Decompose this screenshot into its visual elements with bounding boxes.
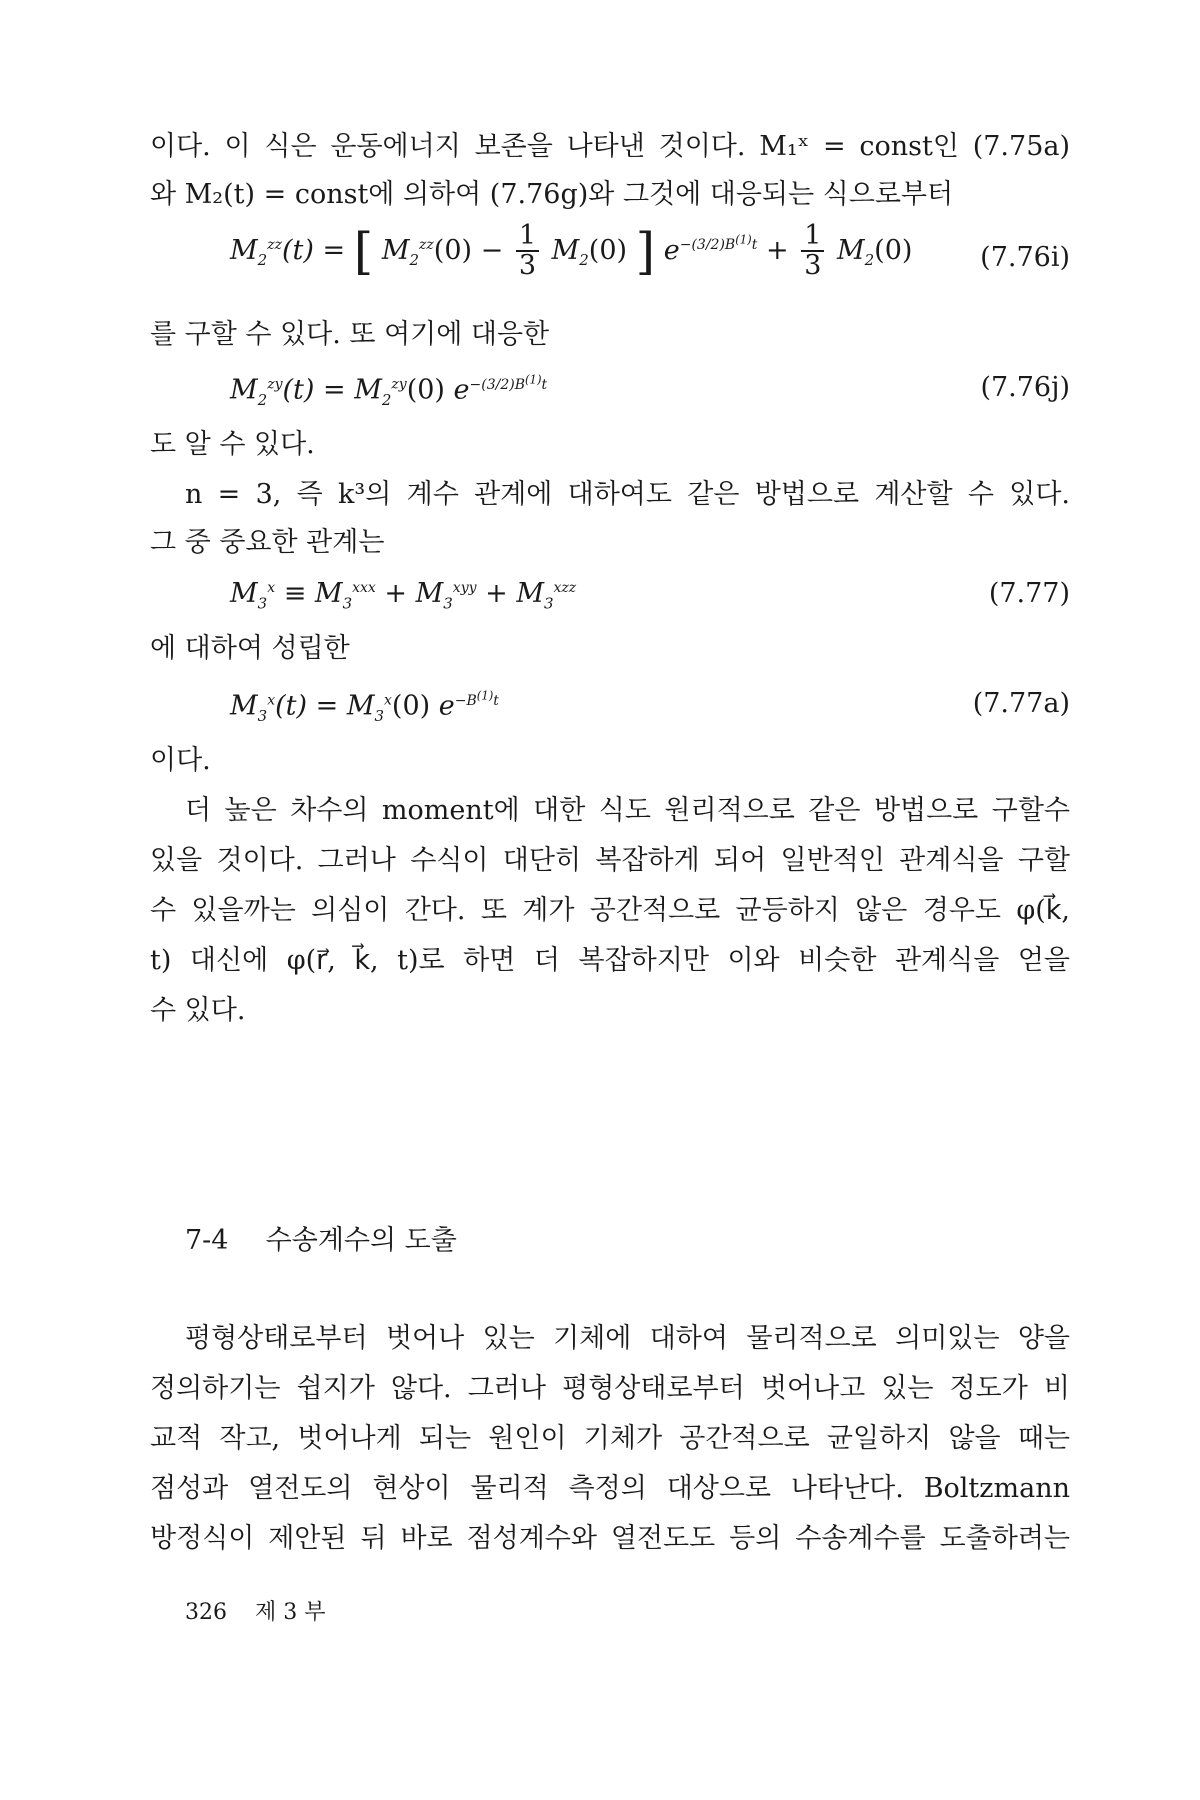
text-line-5: n = 3, 즉 k³의 계수 관계에 대하여도 같은 방법으로 계산할 수 있다.	[185, 479, 1070, 510]
equation-7-77: $M_3^x \equiv M_3^{xxx} + M_3^{xyy} + M_3^{xzz}$	[230, 578, 577, 613]
text-line-8: 이다.	[150, 745, 211, 776]
section-number: 7-4	[185, 1225, 229, 1256]
text-line-6: 그 중 중요한 관계는	[150, 527, 385, 558]
paragraph-line: 평형상태로부터 벗어나 있는 기체에 대하여 물리적으로 의미있는 양을	[185, 1323, 1070, 1354]
section-heading	[185, 1218, 457, 1257]
equation-number: (7.77)	[988, 578, 1070, 609]
paragraph-line: 수 있다.	[150, 995, 246, 1026]
equation-number: (7.77a)	[972, 688, 1070, 719]
part-label: 제 3 부	[255, 1600, 326, 1625]
text-line-3: 를 구할 수 있다. 또 여기에 대응한	[150, 319, 550, 350]
paragraph-line: 교적 작고, 벗어나게 되는 원인이 기체가 공간적으로 균일하지 않을 때는	[150, 1423, 1070, 1454]
equation-number: (7.76i)	[980, 242, 1070, 273]
paragraph-line: 있을 것이다. 그러나 수식이 대단히 복잡하게 되어 일반적인 관계식을 구할	[150, 845, 1070, 876]
section-title: 수송계수의 도출	[265, 1225, 457, 1256]
equation-7-77a: $M_3^x(t) = M_3^x(0)$ $e^{-B^{(1)}t}$	[230, 688, 499, 726]
paragraph-line: t) 대신에 φ(r⃗, k⃗, t)로 하면 더 복잡하지만 이와 비슷한 관계식을 얻을	[150, 945, 1070, 976]
equation-7-76j: $M_2^{zy}(t) = M_2^{zy}(0)$ $e^{-(3/2)B^{(1)}t}$	[230, 372, 548, 410]
text-line-4: 도 알 수 있다.	[150, 429, 315, 460]
paragraph-line: 더 높은 차수의 moment에 대한 식도 원리적으로 같은 방법으로 구할수	[185, 795, 1070, 826]
page-footer	[185, 1595, 326, 1626]
equation-number: (7.76j)	[980, 372, 1070, 403]
equation-7-76i: $M_2^{zz}(t)$ = [ $M_2^{zz}(0)$ − $\frac{1}{3}$ $M_2(0)$ ] $e^{-(3/2)B^{(1)}t}$ + $\frac{1}{3}$ $M_2(0)$	[230, 220, 913, 282]
paragraph-line: 방정식이 제안된 뒤 바로 점성계수와 열전도도 등의 수송계수를 도출하려는	[150, 1523, 1070, 1554]
text-line-7: 에 대하여 성립한	[150, 633, 350, 664]
page-number: 326	[185, 1600, 227, 1625]
text-line-1: 이다. 이 식은 운동에너지 보존을 나타낸 것이다. M₁ˣ = const인 (7.75a)	[150, 131, 1070, 162]
paragraph-line: 정의하기는 쉽지가 않다. 그러나 평형상태로부터 벗어나고 있는 정도가 비	[150, 1373, 1070, 1404]
text-line-2: 와 M₂(t) = const에 의하여 (7.76g)와 그것에 대응되는 식으로부터	[150, 179, 954, 210]
paragraph-line: 점성과 열전도의 현상이 물리적 측정의 대상으로 나타난다. Boltzmann	[150, 1473, 1070, 1504]
paragraph-line: 수 있을까는 의심이 간다. 또 계가 공간적으로 균등하지 않은 경우도 φ(k⃗,	[150, 895, 1070, 926]
